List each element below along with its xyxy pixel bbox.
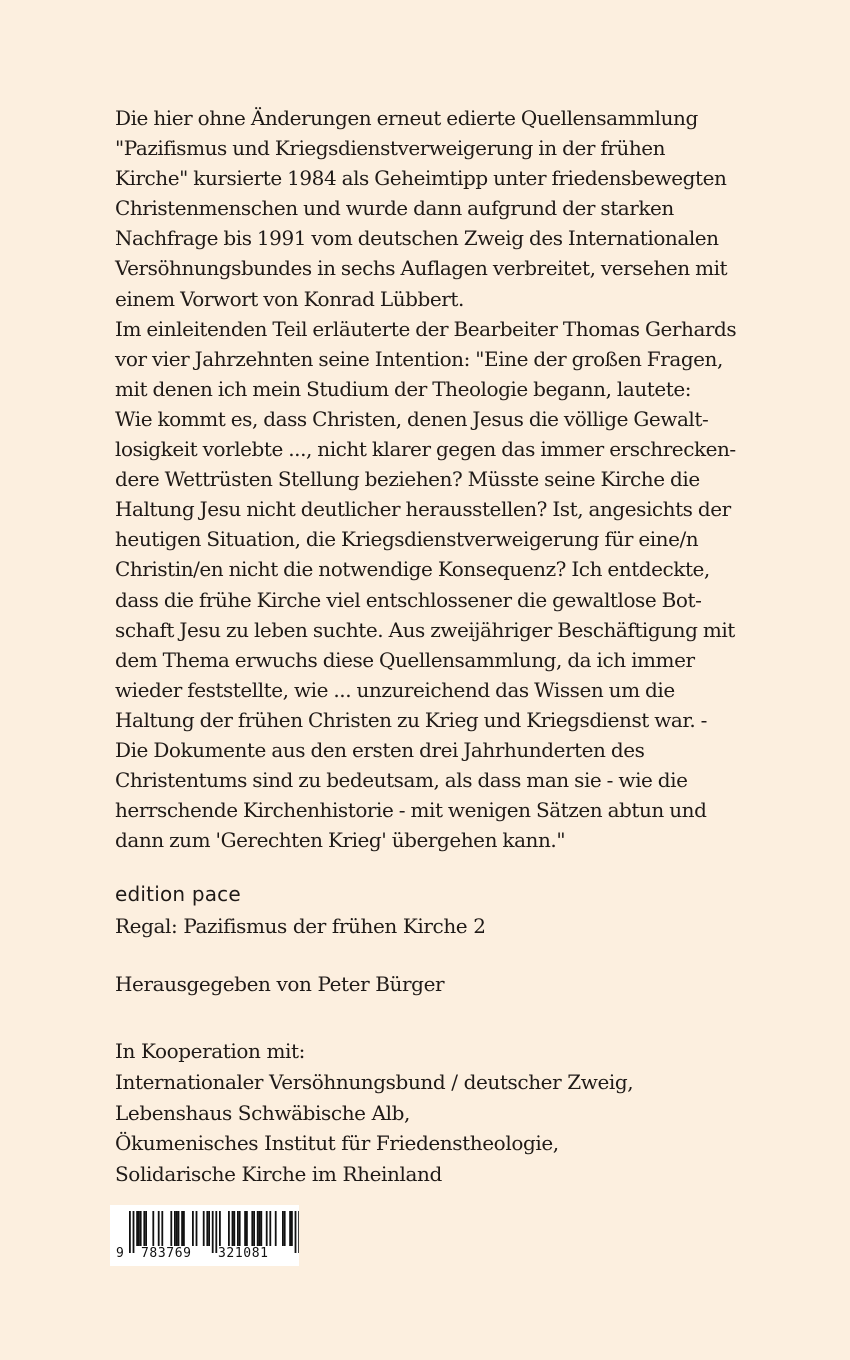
barcode-bar (196, 1211, 198, 1246)
barcode-bar (260, 1211, 262, 1246)
barcode-bar (291, 1211, 293, 1246)
blurb-line: herrschende Kirchenhistorie - mit wenigen Sätzen abtun und (115, 798, 707, 823)
barcode-bar (266, 1211, 268, 1246)
blurb-line: heutigen Situation, die Kriegsdienstverweigerung für eine/n (115, 527, 699, 552)
shelf-label: Regal: Pazifismus der frühen Kirche 2 (115, 914, 486, 938)
barcode-lead-digit: 9 (116, 1246, 124, 1261)
cooperation-partners (115, 1036, 633, 1190)
cooperation-heading: In Kooperation mit: (115, 1039, 305, 1063)
barcode-bar (136, 1211, 138, 1246)
barcode-bar (158, 1211, 160, 1246)
barcode-bar (183, 1211, 185, 1246)
blurb-line: Kirche" kursierte 1984 als Geheimtipp unter friedensbewegten (115, 166, 727, 191)
barcode-bar (232, 1211, 234, 1246)
blurb-line: Christentums sind zu bedeutsam, als dass man sie - wie die (115, 768, 688, 793)
barcode-bar (208, 1211, 210, 1246)
blurb-line: dem Thema erwuchs diese Quellensammlung, da ich immer (115, 647, 695, 672)
cooperation-partner: Lebenshaus Schwäbische Alb, (115, 1100, 410, 1125)
barcode-bar (282, 1211, 284, 1246)
barcode-bar (259, 1211, 261, 1246)
cooperation-partner: Solidarische Kirche im Rheinland (115, 1162, 442, 1187)
barcode-bar (178, 1211, 180, 1246)
barcode-bar (219, 1211, 221, 1246)
barcode-bar (251, 1211, 253, 1246)
blurb-line: Die hier ohne Änderungen erneut edierte Quellensammlung (115, 106, 698, 130)
barcode-bar (239, 1211, 241, 1246)
barcode-bar (152, 1211, 154, 1246)
editor-credit: Herausgegeben von Peter Bürger (115, 972, 445, 996)
blurb-line: dass die frühe Kirche viel entschlossener die gewaltlose Bot- (115, 587, 702, 612)
barcode-right-digits: 321081 (218, 1246, 269, 1261)
barcode-bar (174, 1211, 176, 1246)
blurb-line: dann zum 'Gerechten Krieg' übergehen kann." (115, 828, 566, 853)
blurb-line: losigkeit vorlebte ..., nicht klarer gegen das immer erschrecken- (115, 437, 736, 462)
blurb-line: Wie kommt es, dass Christen, denen Jesus die völlige Gewalt- (115, 406, 709, 431)
barcode-bar (143, 1211, 145, 1246)
barcode-bar (233, 1211, 235, 1246)
blurb-line: vor vier Jahrzehnten seine Intention: "Eine der großen Fragen, (115, 346, 723, 371)
barcode-bar (284, 1211, 286, 1246)
blurb-line: "Pazifismus und Kriegsdienstverweigerung in der frühen (115, 136, 666, 161)
blurb-line: Nachfrage bis 1991 vom deutschen Zweig des Internationalen (115, 226, 719, 251)
blurb-line: Christin/en nicht die notwendige Konsequenz? Ich entdeckte, (115, 557, 710, 582)
blurb-line: dere Wettrüsten Stellung beziehen? Müsste seine Kirche die (115, 467, 700, 492)
barcode-bar (246, 1211, 248, 1246)
blurb-line: mit denen ich mein Studium der Theologie begann, lautete: (115, 376, 692, 401)
barcode-bar (253, 1211, 255, 1246)
blurb-line: Versöhnungsbundes in sechs Auflagen verbreitet, versehen mit (115, 256, 728, 281)
barcode-bar (145, 1211, 147, 1246)
series-name: edition pace (115, 882, 241, 906)
barcode-bar (228, 1211, 230, 1246)
barcode-bar (206, 1211, 208, 1246)
blurb-line: Im einleitenden Teil erläuterte der Bearbeiter Thomas Gerhards (115, 316, 737, 341)
blurb-line: wieder feststellte, wie ... unzureichend das Wissen um die (115, 677, 675, 702)
barcode-bar (289, 1211, 291, 1246)
barcode-bar (192, 1211, 194, 1246)
barcode-bar (244, 1211, 246, 1246)
barcode-bar (138, 1211, 140, 1246)
barcode-bar (161, 1211, 163, 1246)
blurb-line: Christenmenschen und wurde dann aufgrund der starken (115, 196, 674, 221)
barcode-bar (203, 1211, 205, 1246)
blurb-line: schaft Jesu zu leben suchte. Aus zweijähriger Beschäftigung mit (115, 617, 735, 642)
barcode-left-digits: 783769 (141, 1246, 192, 1261)
barcode-digits (110, 1246, 299, 1264)
barcode-bar (176, 1211, 178, 1246)
blurb-line: Die Dokumente aus den ersten drei Jahrhunderten des (115, 737, 645, 762)
isbn-barcode (110, 1205, 299, 1266)
barcode-bar (140, 1211, 142, 1246)
barcode-bar (257, 1211, 259, 1246)
blurb-line: Haltung Jesu nicht deutlicher herausstellen? Ist, angesichts der (115, 497, 731, 522)
blurb-line: Haltung der frühen Christen zu Krieg und Kriegsdienst war. - (115, 707, 707, 732)
barcode-bar (237, 1211, 239, 1246)
barcode-bar (181, 1211, 183, 1246)
barcode-bar (269, 1211, 271, 1246)
barcode-bar (170, 1211, 172, 1246)
cooperation-partner: Internationaler Versöhnungsbund / deutscher Zweig, (115, 1069, 634, 1094)
barcode-bar (275, 1211, 277, 1246)
blurb-line: einem Vorwort von Konrad Lübbert. (115, 286, 464, 311)
cooperation-partner: Ökumenisches Institut für Friedenstheologie, (115, 1131, 559, 1156)
blurb-text (115, 103, 755, 855)
